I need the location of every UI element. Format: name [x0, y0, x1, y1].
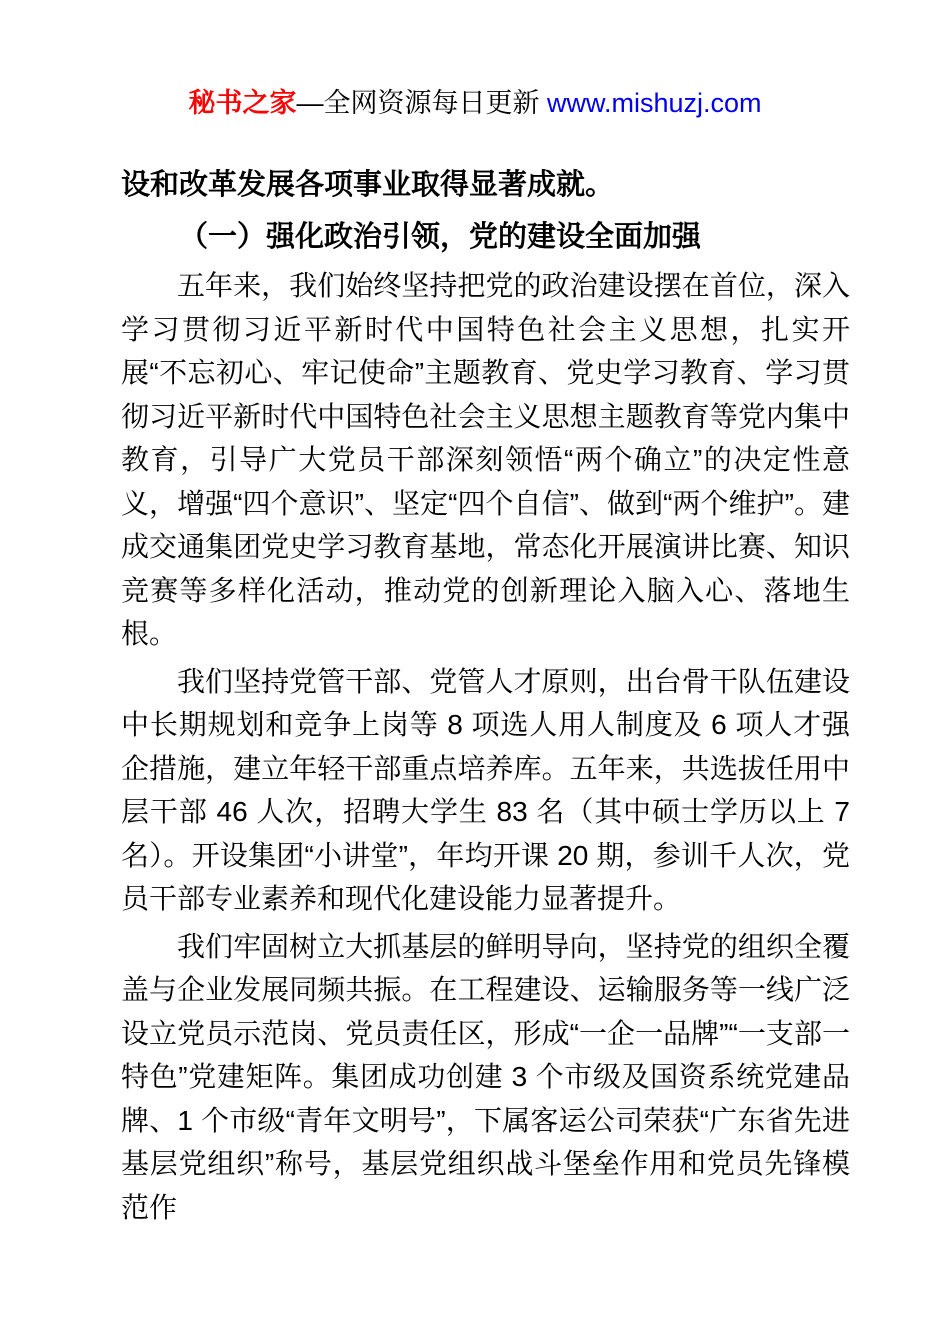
paragraph: 五年来，我们始终坚持把党的政治建设摆在首位，深入学习贯彻习近平新时代中国特色社会主义思想，扎实开展“不忘初心、牢记使命”主题教育、党史学习教育、学习贯彻习近平新时代中国特色社会主义思想主题教育等党内集中教育，引导广大党员干部深刻领悟“两个确立”的决定性意义，增强“四个意识”、坚定“四个自信”、做到“两个维护”。建成交通集团党史学习教育基地，常态化开展演讲比赛、知识竞赛等多样化活动，推动党的创新理论入脑入心、落地生根。 [121, 270, 850, 649]
site-tagline: —全网资源每日更新 [296, 88, 547, 118]
document-body [121, 162, 850, 1229]
site-brand: 秘书之家 [188, 88, 297, 118]
section-heading: （一）强化政治引领，党的建设全面加强 [179, 221, 702, 253]
paragraph: 我们牢固树立大抓基层的鲜明导向，坚持党的组织全覆盖与企业发展同频共振。在工程建设、运输服务等一线广泛设立党员示范岗、党员责任区，形成“一企一品牌”“一支部一特色”党建矩阵。集团成功创建 3 个市级及国资系统党建品牌、1 个市级“青年文明号”，下属客运公司荣获“广东省先进基层党组织”称号，基层党组织战斗堡垒作用和党员先锋模范作 [121, 930, 850, 1223]
paragraph: 我们坚持党管干部、党管人才原则，出台骨干队伍建设中长期规划和竞争上岗等 8 项选人用人制度及 6 项人才强企措施，建立年轻干部重点培养库。五年来，共选拔任用中层干部 46 人次，招聘大学生 83 名（其中硕士学历以上 7 名）。开设集团“小讲堂”，年均开课 20 期，参训千人次，党员干部专业素养和现代化建设能力显著提升。 [121, 665, 850, 914]
site-url-link[interactable]: www.mishuzj.com [546, 88, 762, 118]
page-header [0, 0, 950, 120]
intro-paragraph: 设和改革发展各项事业取得显著成就。 [121, 169, 615, 201]
